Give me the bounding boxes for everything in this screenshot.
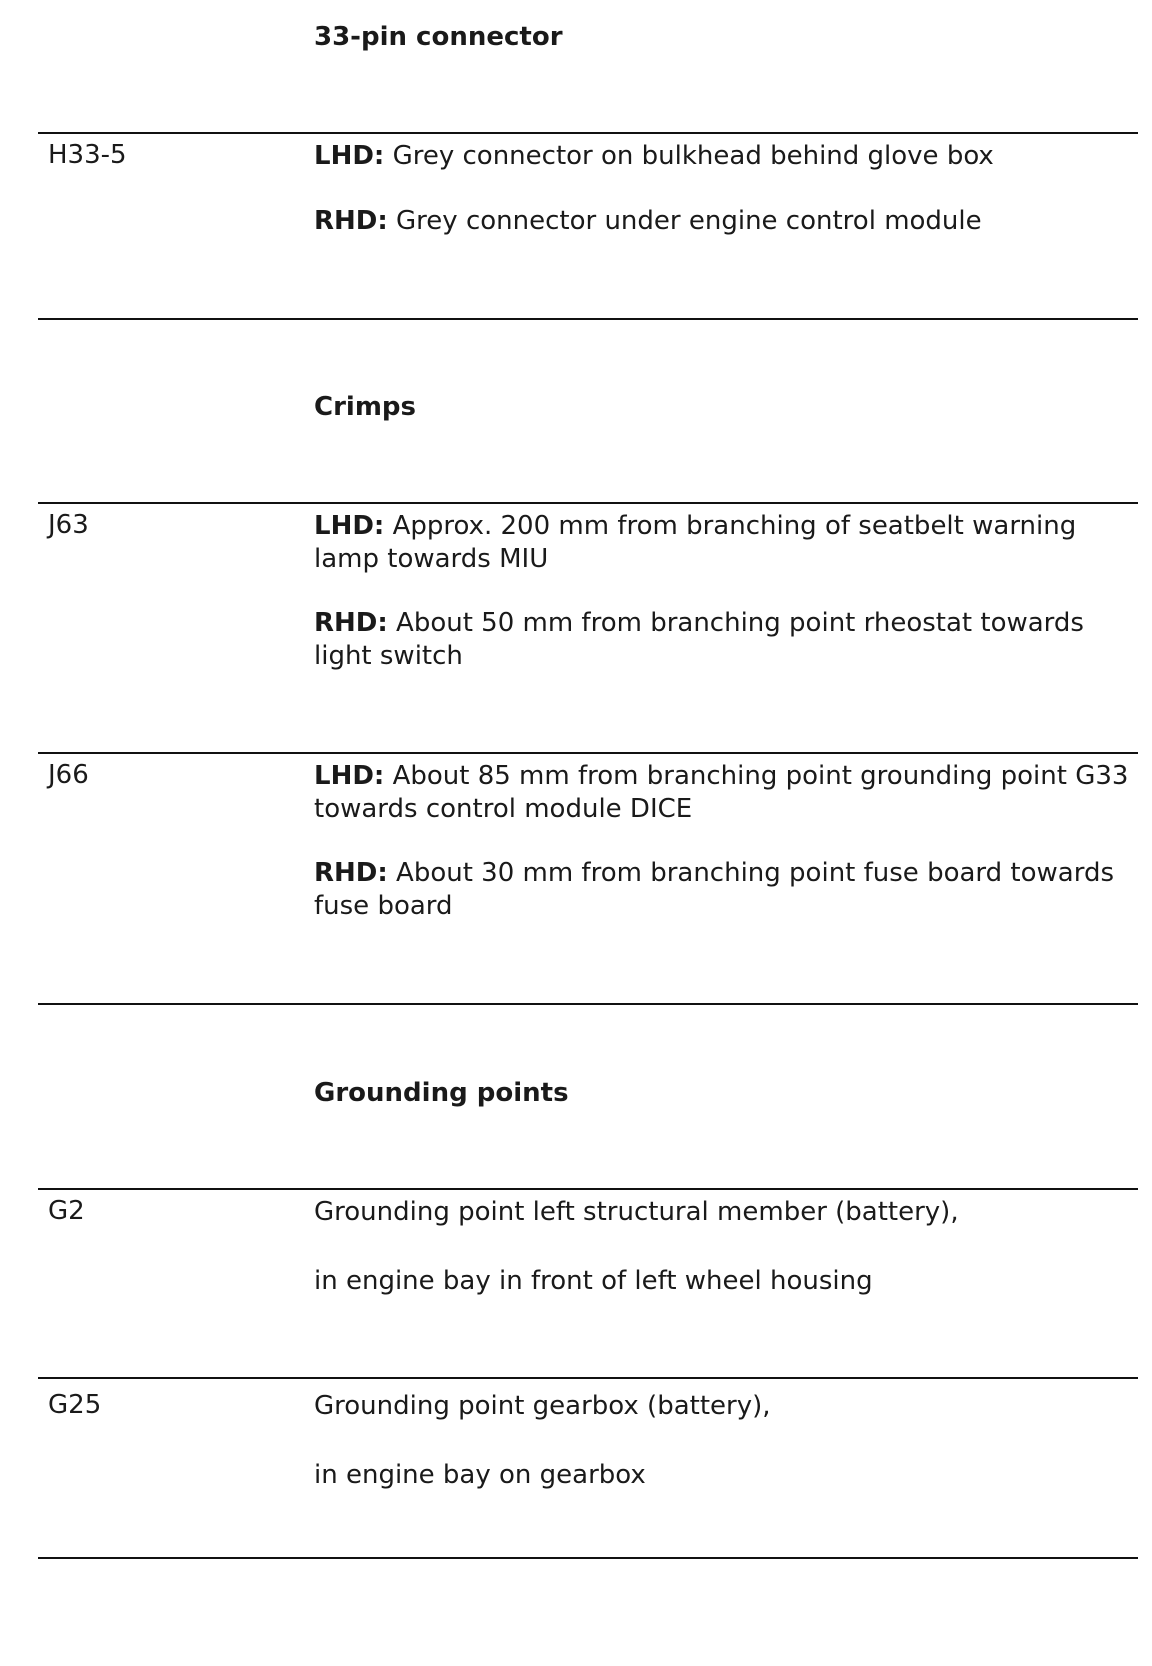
entry-line: Grounding point left structural member (battery),: [314, 1197, 959, 1227]
line-label: RHD:: [314, 206, 388, 236]
line-text: Grey connector under engine control module: [396, 206, 982, 236]
line-label: LHD:: [314, 511, 385, 541]
entry-line: [314, 205, 1144, 238]
line-label: RHD:: [314, 858, 388, 888]
divider: [38, 132, 1138, 134]
entry-line: [314, 857, 1144, 923]
line-text: About 30 mm from branching point fuse board towards fuse board: [314, 858, 1114, 921]
divider: [38, 1003, 1138, 1005]
entry-code-g25: G25: [48, 1390, 102, 1420]
section-heading-connector: 33-pin connector: [314, 22, 563, 52]
entry-code-g2: G2: [48, 1196, 85, 1226]
entry-code-j63: J63: [48, 510, 89, 540]
line-label: RHD:: [314, 608, 388, 638]
line-label: LHD:: [314, 761, 385, 791]
divider: [38, 502, 1138, 504]
divider: [38, 752, 1138, 754]
line-label: LHD:: [314, 141, 385, 171]
divider: [38, 1188, 1138, 1190]
entry-code-j66: J66: [48, 760, 89, 790]
entry-code-h33-5: H33-5: [48, 140, 127, 170]
line-text: About 85 mm from branching point grounding point G33 towards control module DICE: [314, 761, 1129, 824]
line-text: Approx. 200 mm from branching of seatbelt warning lamp towards MIU: [314, 511, 1077, 574]
section-heading-grounding: Grounding points: [314, 1078, 569, 1108]
line-text: Grey connector on bulkhead behind glove box: [392, 141, 994, 171]
entry-line: Grounding point gearbox (battery),: [314, 1391, 771, 1421]
entry-line: [314, 607, 1144, 673]
line-text: About 50 mm from branching point rheostat towards light switch: [314, 608, 1084, 671]
entry-line: in engine bay in front of left wheel housing: [314, 1266, 873, 1296]
entry-line: in engine bay on gearbox: [314, 1460, 646, 1490]
entry-line: [314, 140, 1144, 173]
divider: [38, 1377, 1138, 1379]
entry-line: [314, 760, 1144, 826]
divider: [38, 1557, 1138, 1559]
entry-line: [314, 510, 1144, 576]
section-heading-crimps: Crimps: [314, 392, 416, 422]
divider: [38, 318, 1138, 320]
